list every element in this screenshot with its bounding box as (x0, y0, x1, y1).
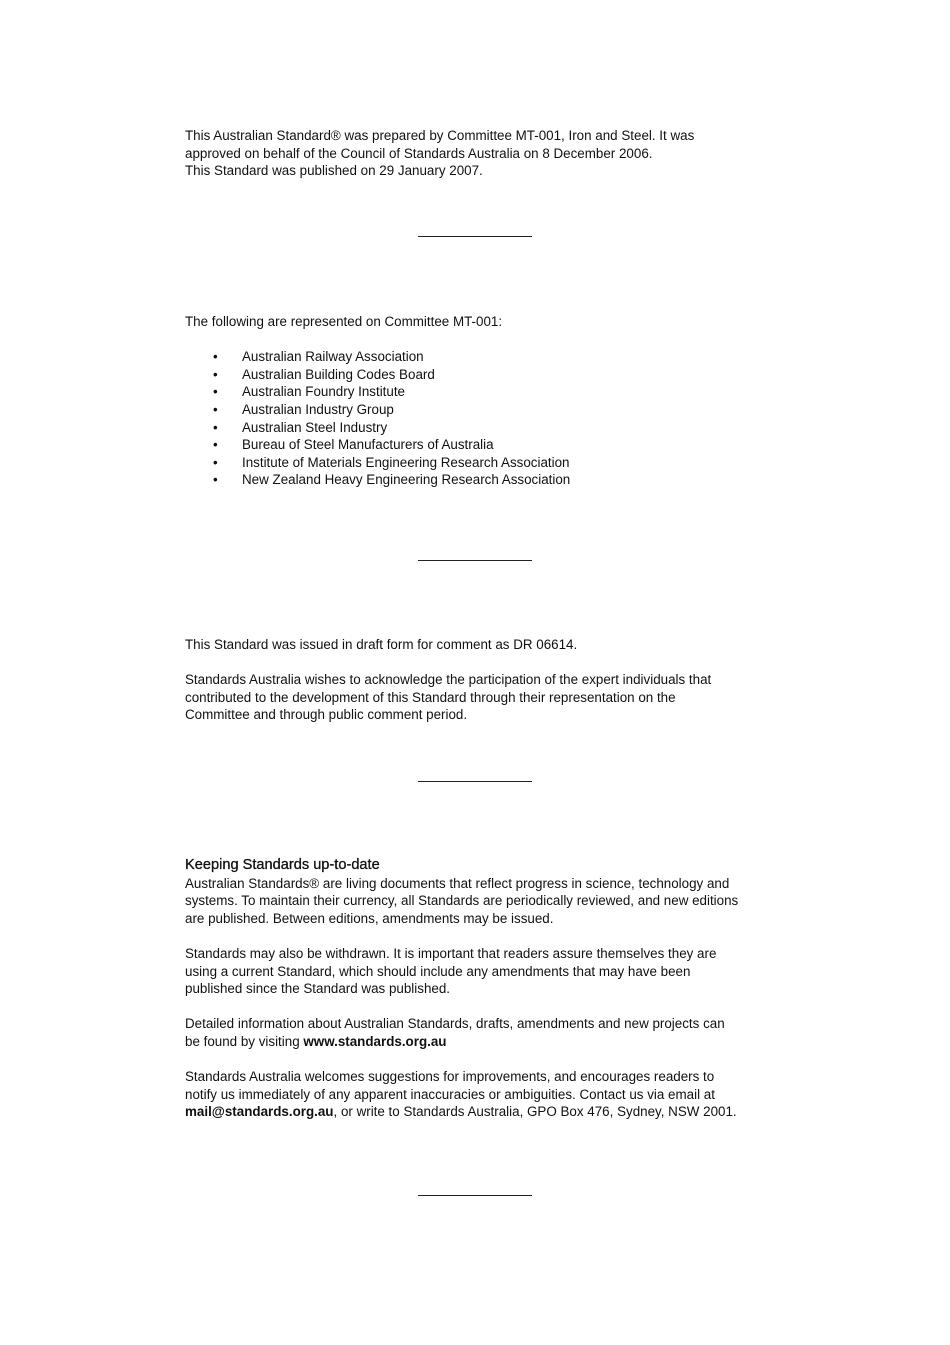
list-item (185, 383, 785, 401)
address-text: , or write to Standards Australia, GPO Box 476, Sydney, NSW 2001. (333, 1104, 737, 1120)
member-name: Australian Building Codes Board (242, 366, 435, 382)
member-name: Bureau of Steel Manufacturers of Australia (242, 437, 494, 453)
bullet-icon: • (213, 366, 218, 382)
uptodate-section (185, 857, 785, 1121)
acknowledgement-line: Committee and through public comment period. (185, 707, 468, 723)
member-name: Australian Industry Group (242, 401, 394, 417)
list-item (185, 401, 785, 419)
member-name: Institute of Materials Engineering Research Association (242, 454, 570, 470)
section-divider (418, 236, 532, 237)
bullet-icon: • (213, 454, 218, 470)
email-link[interactable]: mail@standards.org.au (185, 1104, 334, 1120)
preparation-line: This Australian Standard® was prepared by Committee MT-001, Iron and Steel. It was (185, 128, 695, 143)
publication-date-line: This Standard was published on 29 January 2007. (185, 163, 483, 179)
committee-intro: The following are represented on Committee MT-001: (185, 314, 503, 329)
acknowledgement-line: Standards Australia wishes to acknowledge the participation of the expert individuals that (185, 672, 712, 688)
paragraph-line: using a current Standard, which should include any amendments that may have been (185, 963, 691, 979)
paragraph-line: are published. Between editions, amendments may be issued. (185, 910, 554, 926)
link-prefix: be found by visiting (185, 1033, 304, 1049)
paragraph-line: notify us immediately of any apparent inaccuracies or ambiguities. Contact us via email at (185, 1086, 715, 1102)
bullet-icon: • (213, 401, 218, 417)
website-link[interactable]: www.standards.org.au (303, 1033, 447, 1049)
paragraph-line: Detailed information about Australian Standards, drafts, amendments and new projects can (185, 1016, 725, 1032)
paragraph-line: published since the Standard was published. (185, 981, 451, 997)
committee-section (185, 313, 785, 489)
list-item (185, 366, 785, 384)
committee-member-list (185, 348, 785, 489)
section-divider (418, 560, 532, 561)
list-item (185, 348, 785, 366)
section-heading: Keeping Standards up-to-date (185, 857, 380, 873)
paragraph-line: Standards may also be withdrawn. It is important that readers assure themselves they are (185, 945, 717, 961)
list-item (185, 436, 785, 454)
draft-section (185, 636, 785, 724)
member-name: Australian Railway Association (242, 349, 424, 365)
list-item (185, 419, 785, 437)
bullet-icon: • (213, 419, 218, 435)
paragraph-line (185, 1103, 785, 1121)
paragraph-line: Standards Australia welcomes suggestions for improvements, and encourages readers to (185, 1069, 715, 1085)
member-name: New Zealand Heavy Engineering Research Association (242, 472, 571, 488)
section-divider (418, 1195, 532, 1196)
bullet-icon: • (213, 472, 218, 488)
preparation-statement (185, 127, 785, 180)
bullet-icon: • (213, 384, 218, 400)
paragraph-line: Australian Standards® are living documents that reflect progress in science, technology and (185, 875, 730, 891)
acknowledgement-line: contributed to the development of this Standard through their representation on the (185, 689, 676, 705)
bullet-icon: • (213, 349, 218, 365)
bullet-icon: • (213, 437, 218, 453)
member-name: Australian Steel Industry (242, 419, 388, 435)
section-divider (418, 781, 532, 782)
preparation-line: approved on behalf of the Council of Standards Australia on 8 December 2006. (185, 145, 653, 161)
member-name: Australian Foundry Institute (242, 384, 406, 400)
draft-issued-line: This Standard was issued in draft form for comment as DR 06614. (185, 637, 578, 652)
list-item (185, 471, 785, 489)
paragraph-line (185, 1033, 785, 1051)
paragraph-line: systems. To maintain their currency, all Standards are periodically reviewed, and new editions (185, 893, 739, 909)
list-item (185, 454, 785, 472)
